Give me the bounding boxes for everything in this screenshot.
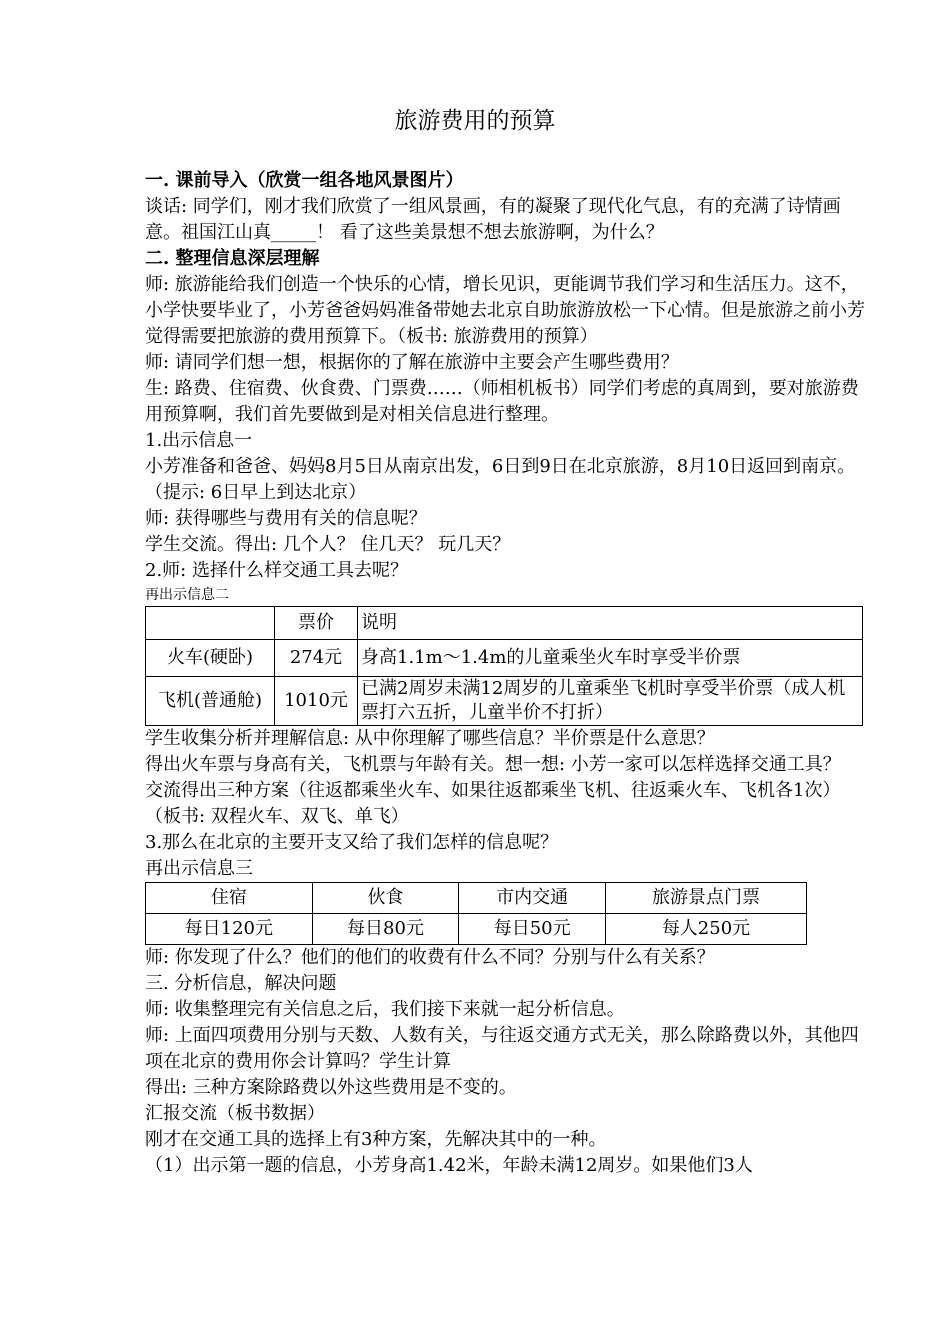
table-cell: 1010元 <box>275 677 358 726</box>
paragraph: 得出: 三种方案除路费以外这些费用是不变的。 <box>145 1077 517 1098</box>
paragraph: 交流得出三种方案（往返都乘坐火车、如果往返都乘坐飞机、往返乘火车、飞机各1次）（板书: 双程火车、双飞、单飞） <box>145 780 841 827</box>
paragraph: 刚才在交通工具的选择上有3种方案，先解决其中的一种。 <box>145 1129 607 1150</box>
paragraphs-intro <box>145 168 865 584</box>
paragraph: 师: 你发现了什么？他们的他们的收费有什么不同？分别与什么有关系？ <box>145 947 715 968</box>
paragraph: 师: 旅游能给我们创造一个快乐的心情，增长见识，更能调节我们学习和生活压力。这不，小学快要毕业了，小芳爸爸妈妈准备带她去北京自助旅游放松一下心情。但是旅游之前小芳觉得需要把旅游的费用预算下。（板书: 旅游费用的预算） <box>145 274 865 347</box>
table-header-cell: 旅游景点门票 <box>605 883 806 914</box>
paragraph: 汇报交流（板书数据） <box>145 1103 325 1124</box>
table-header-cell: 住宿 <box>146 883 313 914</box>
document-body <box>145 168 865 1179</box>
table-row <box>146 640 863 677</box>
table-cell: 身高1.1m～1.4m的儿童乘坐火车时享受半价票 <box>358 640 863 677</box>
table-cell: 每日80元 <box>312 914 459 945</box>
paragraphs-solution <box>145 945 865 1179</box>
paragraph: 学生交流。得出: 几个人？ 住几天？ 玩几天？ <box>145 534 511 555</box>
table-header-cell: 说明 <box>358 607 863 640</box>
paragraph: 1.出示信息一 <box>145 430 253 451</box>
info2-label: 再出示信息二 <box>145 587 229 603</box>
paragraph: 师: 收集整理完有关信息之后，我们接下来就一起分析信息。 <box>145 999 625 1020</box>
table-row <box>146 677 863 726</box>
paragraph: （1）出示第一题的信息，小芳身高1.42米，年龄未满12周岁。如果他们3人 <box>145 1155 753 1176</box>
paragraph: 2.师: 选择什么样交通工具去呢？ <box>145 560 408 581</box>
paragraph: 三. 分析信息，解决问题 <box>145 973 337 994</box>
paragraph: 一. 课前导入（欣赏一组各地风景图片） <box>145 170 464 191</box>
paragraph: 师: 上面四项费用分别与天数、人数有关，与往返交通方式无关，那么除路费以外，其他四项在北京的费用你会计算吗？学生计算 <box>145 1025 859 1072</box>
paragraphs-analysis <box>145 726 865 882</box>
table-cell: 每日120元 <box>146 914 313 945</box>
paragraph: 3.那么在北京的主要开支又给了我们怎样的信息呢？ <box>145 832 559 853</box>
table-cell: 火车(硬卧) <box>146 640 275 677</box>
paragraph: 得出火车票与身高有关，飞机票与年龄有关。想一想: 小芳一家可以怎样选择交通工具？ <box>145 754 841 775</box>
paragraph: 师: 获得哪些与费用有关的信息呢？ <box>145 508 427 529</box>
table-row <box>146 883 807 914</box>
table-header-cell: 票价 <box>275 607 358 640</box>
table-cell: 274元 <box>275 640 358 677</box>
table-header-cell <box>146 607 275 640</box>
paragraph: 师: 请同学们想一想，根据你的了解在旅游中主要会产生哪些费用？ <box>145 352 679 373</box>
paragraph: 谈话: 同学们，刚才我们欣赏了一组风景画，有的凝聚了现代化气息，有的充满了诗情画意。祖国江山真_____！ 看了这些美景想不想去旅游啊，为什么？ <box>145 196 841 243</box>
table-cell: 每日50元 <box>459 914 606 945</box>
table-cell: 已满2周岁未满12周岁的儿童乘坐飞机时享受半价票（成人机票打六五折，儿童半价不打折） <box>358 677 863 726</box>
table-cell: 每人250元 <box>605 914 806 945</box>
beijing-cost-table <box>145 882 807 945</box>
paragraph: 小芳准备和爸爸、妈妈8月5日从南京出发，6日到9日在北京旅游，8月10日返回到南京。（提示: 6日早上到达北京） <box>145 456 856 503</box>
paragraph: 学生收集分析并理解信息: 从中你理解了哪些信息？半价票是什么意思？ <box>145 728 715 749</box>
transport-table <box>145 606 863 726</box>
paragraph: 生: 路费、住宿费、伙食费、门票费……（师相机板书）同学们考虑的真周到，要对旅游费用预算啊，我们首先要做到是对相关信息进行整理。 <box>145 378 859 425</box>
table-cell: 飞机(普通舱) <box>146 677 275 726</box>
table-row <box>146 607 863 640</box>
table-header-cell: 伙食 <box>312 883 459 914</box>
table-row <box>146 914 807 945</box>
table-header-cell: 市内交通 <box>459 883 606 914</box>
document-title: 旅游费用的预算 <box>394 108 556 134</box>
paragraph: 再出示信息三 <box>145 858 253 879</box>
paragraph: 二. 整理信息深层理解 <box>145 248 320 269</box>
